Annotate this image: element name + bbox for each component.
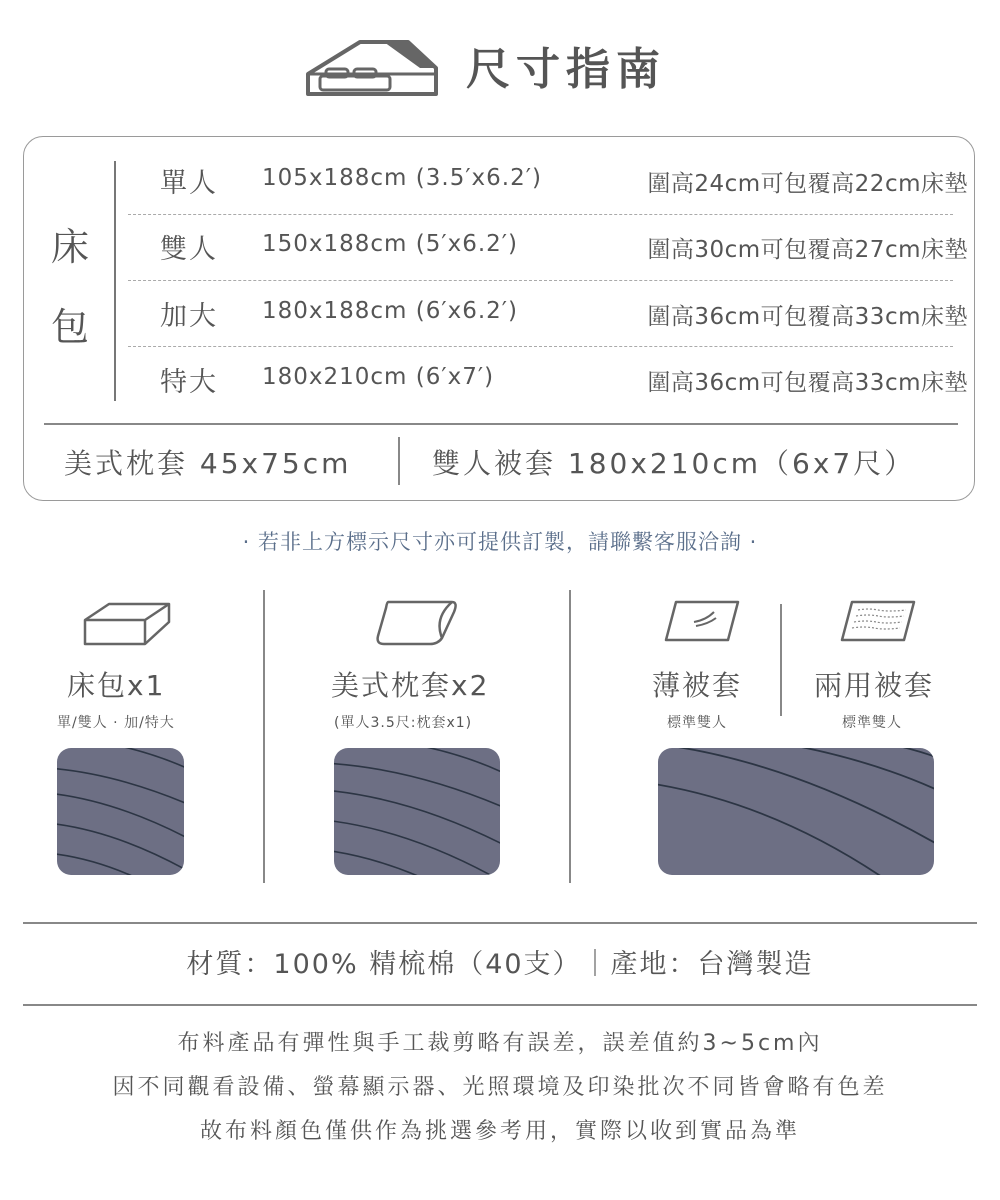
size-wrap-height: 圍高30cm可包覆高27cm床墊: [647, 237, 968, 263]
house-bed-icon: [304, 38, 440, 96]
size-row-double: [128, 213, 968, 279]
product-note: 單/雙人 · 加/特大: [57, 715, 175, 731]
thin-duvet-icon: [662, 598, 742, 644]
bedsheet-label: [50, 207, 90, 367]
product-fitted-sheet: [23, 590, 263, 885]
page-title: 尺寸指南: [466, 44, 666, 95]
fabric-swatch: [334, 748, 500, 875]
size-name: 雙人: [160, 234, 218, 265]
product-name: 薄被套: [652, 669, 743, 702]
size-table: [23, 136, 975, 501]
custom-order-note: · 若非上方標示尺寸亦可提供訂製，請聯繫客服洽詢 ·: [242, 530, 758, 554]
bedsheet-label-bottom: 包: [50, 305, 89, 349]
size-name: 單人: [160, 168, 218, 199]
size-dimensions: 180x188cm (6′x6.2′): [262, 298, 518, 324]
size-dimensions: 150x188cm (5′x6.2′): [262, 231, 518, 257]
size-wrap-height: 圍高24cm可包覆高22cm床墊: [647, 171, 968, 197]
product-name: 美式枕套x2: [331, 669, 490, 702]
pillowcase-icon: [374, 598, 460, 648]
size-wrap-height: 圍高36cm可包覆高33cm床墊: [647, 304, 968, 330]
disclaimer-line: 布料產品有彈性與手工裁剪略有誤差，誤差值約3~5cm內: [177, 1031, 823, 1056]
product-pillowcase: [264, 590, 569, 885]
horizontal-divider: [44, 423, 958, 425]
vertical-separator: [398, 437, 400, 485]
product-note: (單人3.5尺:枕套x1): [334, 715, 473, 731]
pillowcase-size: 美式枕套 45x75cm: [64, 447, 352, 480]
size-row-king: [128, 346, 968, 412]
product-note: 標準雙人: [667, 715, 727, 731]
product-note: 標準雙人: [842, 715, 902, 731]
size-name: 特大: [160, 367, 218, 398]
disclaimer-line: 故布料顏色僅供作為挑選參考用，實際以收到實品為準: [199, 1119, 800, 1144]
size-dimensions: 105x188cm (3.5′x6.2′): [262, 165, 542, 191]
material-bottom-rule: [23, 1004, 977, 1006]
size-row-single: [128, 147, 968, 213]
size-wrap-height: 圍高36cm可包覆高33cm床墊: [647, 370, 968, 396]
duvet-separator: [780, 604, 782, 716]
disclaimer-line: 因不同觀看設備、螢幕顯示器、光照環境及印染批次不同皆會略有色差: [112, 1075, 888, 1100]
duvet-size: 雙人被套 180x210cm（6x7尺）: [432, 447, 916, 480]
bedsheet-label-top: 床: [50, 225, 89, 269]
product-duvets: [570, 590, 977, 885]
quilted-duvet-icon: [838, 598, 918, 644]
product-name: 兩用被套: [814, 669, 935, 702]
product-name: 床包x1: [67, 669, 166, 702]
vertical-divider: [114, 161, 116, 401]
size-row-queen: [128, 280, 968, 346]
fabric-swatch: [658, 748, 934, 875]
page-header: [0, 30, 1000, 110]
size-dimensions: 180x210cm (6′x7′): [262, 364, 495, 390]
material-origin: 材質：100% 精梳棉（40支）｜產地：台灣製造: [186, 949, 814, 980]
fitted-sheet-icon: [81, 598, 173, 648]
material-top-rule: [23, 922, 977, 924]
size-name: 加大: [160, 301, 218, 332]
fabric-swatch: [57, 748, 184, 875]
